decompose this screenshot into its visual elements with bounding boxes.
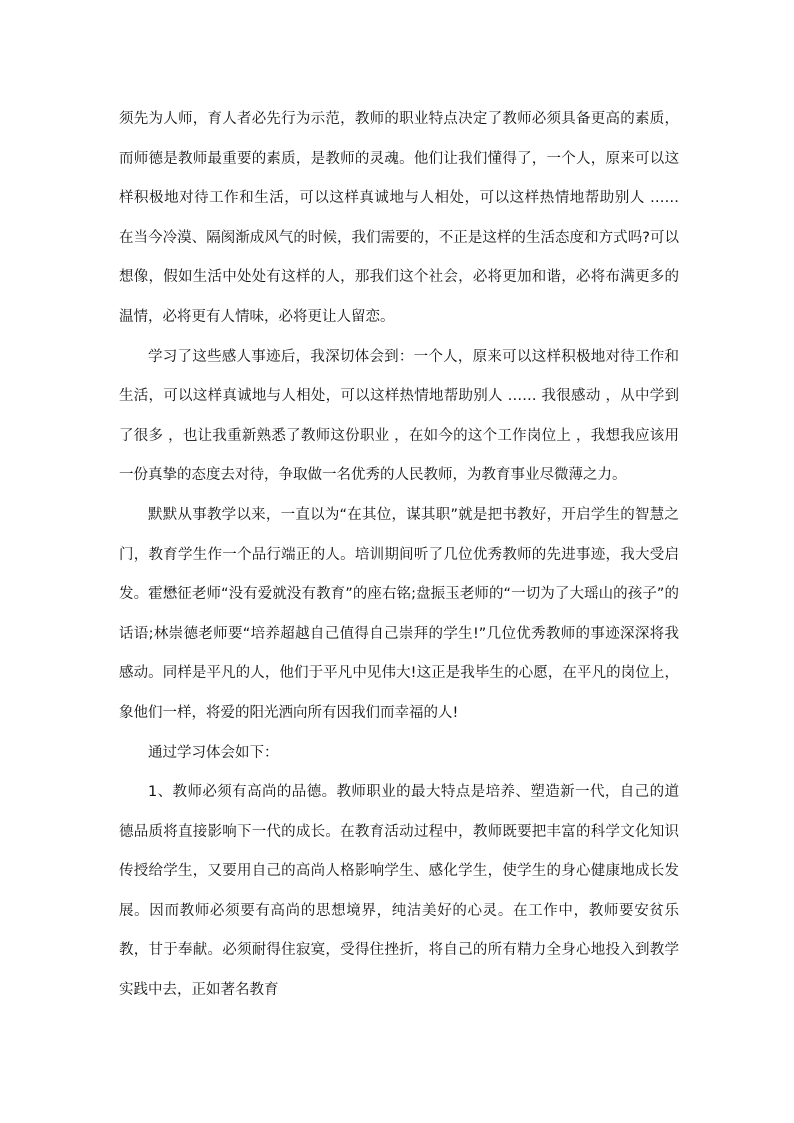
paragraph-1: 须先为人师，育人者必先行为示范，教师的职业特点决定了教师必须具备更高的素质，而师德是教师最重要的素质，是教师的灵魂。他们让我们懂得了，一个人，原来可以这样积极地对待工作和生活，可以这样真诚地与人相处，可以这样热情地帮助别人 …… 在当今冷漠、隔阂渐成风气的时候，我们需要的，不正是这样的生活态度和方式吗?可以想像，假如生活中处处有这样的人，那我们这个社会，必将更加和谐，必将布满更多的温情，必将更有人情味，必将更让人留恋。	[119, 111, 679, 325]
paragraph-3: 默默从事教学以来，一直以为“在其位，谋其职”就是把书教好，开启学生的智慧之门，教育学生作一个品行端正的人。培训期间听了几位优秀教师的先进事迹，我大受启发。霍懋征老师“没有爱就没有教育”的座右铭;盘振玉老师的“一切为了大瑶山的孩子”的话语;林崇德老师要“培养超越自己值得自己崇拜的学生!”几位优秀教师的事迹深深将我感动。同样是平凡的人，他们于平凡中见伟大!这正是我毕生的心愿，在平凡的岗位上，象他们一样，将爱的阳光洒向所有因我们而幸福的人!	[119, 506, 679, 721]
document-body	[119, 100, 679, 1011]
paragraph-5: 1、教师必须有高尚的品德。教师职业的最大特点是培养、塑造新一代，自己的道德品质将直接影响下一代的成长。在教育活动过程中，教师既要把丰富的科学文化知识传授给学生，又要用自己的高尚人格影响学生、感化学生，使学生的身心健康地成长发展。因而教师必须要有高尚的思想境界，纯洁美好的心灵。在工作中，教师要安贫乐教，甘于奉献。必须耐得住寂寞，受得住挫折，将自己的所有精力全身心地投入到教学实践中去，正如著名教育	[119, 784, 679, 999]
paragraph-4: 通过学习体会如下：	[148, 744, 279, 761]
paragraph-2: 学习了这些感人事迹后，我深切体会到：一个人，原来可以这样积极地对待工作和生活，可以这样真诚地与人相处，可以这样热情地帮助别人 …… 我很感动 ，从中学到了很多 ，也让我重新熟悉了教师这份职业 ，在如今的这个工作岗位上 ，我想我应该用一份真挚的态度去对待，争取做一名优秀的人民教师，为教育事业尽微薄之力。	[119, 348, 679, 484]
